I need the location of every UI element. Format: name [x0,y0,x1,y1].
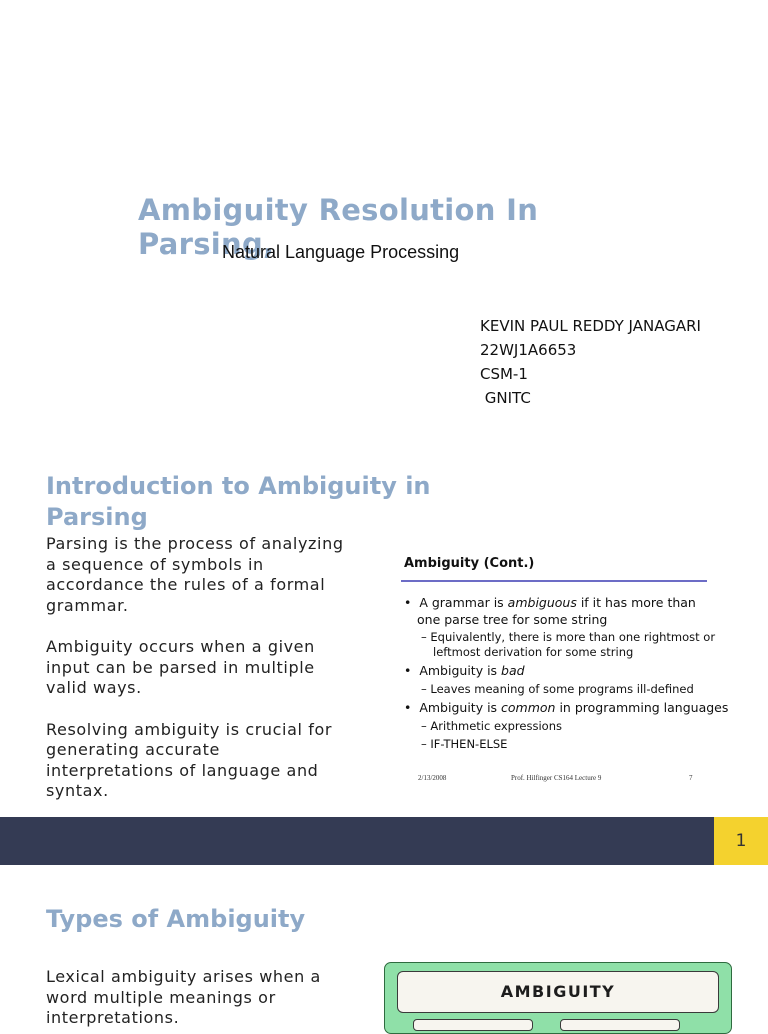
embedded-bullet: • Ambiguity is bad [404,663,525,678]
embedded-slide-rule [401,580,707,582]
ambiguity-diagram-box [560,1019,680,1031]
embedded-subbullet: – IF-THEN-ELSE [421,737,508,751]
embedded-bullet: • Ambiguity is common in programming languages [404,700,729,715]
author-name: KEVIN PAUL REDDY JANAGARI [480,317,701,335]
subtitle: Natural Language Processing [222,242,460,262]
author-block [480,314,701,410]
embedded-subbullet: – Leaves meaning of some programs ill-defined [421,682,694,696]
intro-body [46,534,350,823]
intro-paragraph: Resolving ambiguity is crucial for generating accurate interpretations of language and syntax. [46,719,333,800]
ambiguity-diagram-box [413,1019,533,1031]
author-college: GNITC [480,389,531,407]
author-section: CSM-1 [480,365,528,383]
embedded-subbullet-cont: leftmost derivation for some string [433,645,634,659]
embedded-slide-title: Ambiguity (Cont.) [404,556,535,571]
embedded-footer-course: Prof. Hilfinger CS164 Lecture 9 [511,774,602,782]
intro-paragraph: Parsing is the process of analyzing a sequence of symbols in accordance the rules of a formal grammar. [46,534,344,615]
intro-paragraph: Ambiguity occurs when a given input can be parsed in multiple valid ways. [46,637,315,697]
types-paragraph: Lexical ambiguity arises when a word multiple meanings or interpretations. [46,967,321,1027]
embedded-bullet: • A grammar is ambiguous if it has more than [404,595,696,610]
author-id: 22WJ1A6653 [480,341,577,359]
intro-heading: Introduction to Ambiguity in Parsing [46,472,431,531]
ambiguity-diagram-title: AMBIGUITY [397,971,719,1013]
embedded-footer-page: 7 [689,774,693,782]
types-heading: Types of Ambiguity [46,905,306,933]
embedded-footer-date: 2/13/2008 [418,774,447,782]
footer-band [0,817,714,865]
embedded-bullet-cont: one parse tree for some string [417,612,608,627]
page-number: 1 [714,817,768,865]
embedded-slide-image [396,549,729,789]
embedded-subbullet: – Arithmetic expressions [421,719,562,733]
title-heading: Ambiguity Resolution In Parsing, [138,193,539,261]
embedded-subbullet: – Equivalently, there is more than one rightmost or [421,630,716,644]
